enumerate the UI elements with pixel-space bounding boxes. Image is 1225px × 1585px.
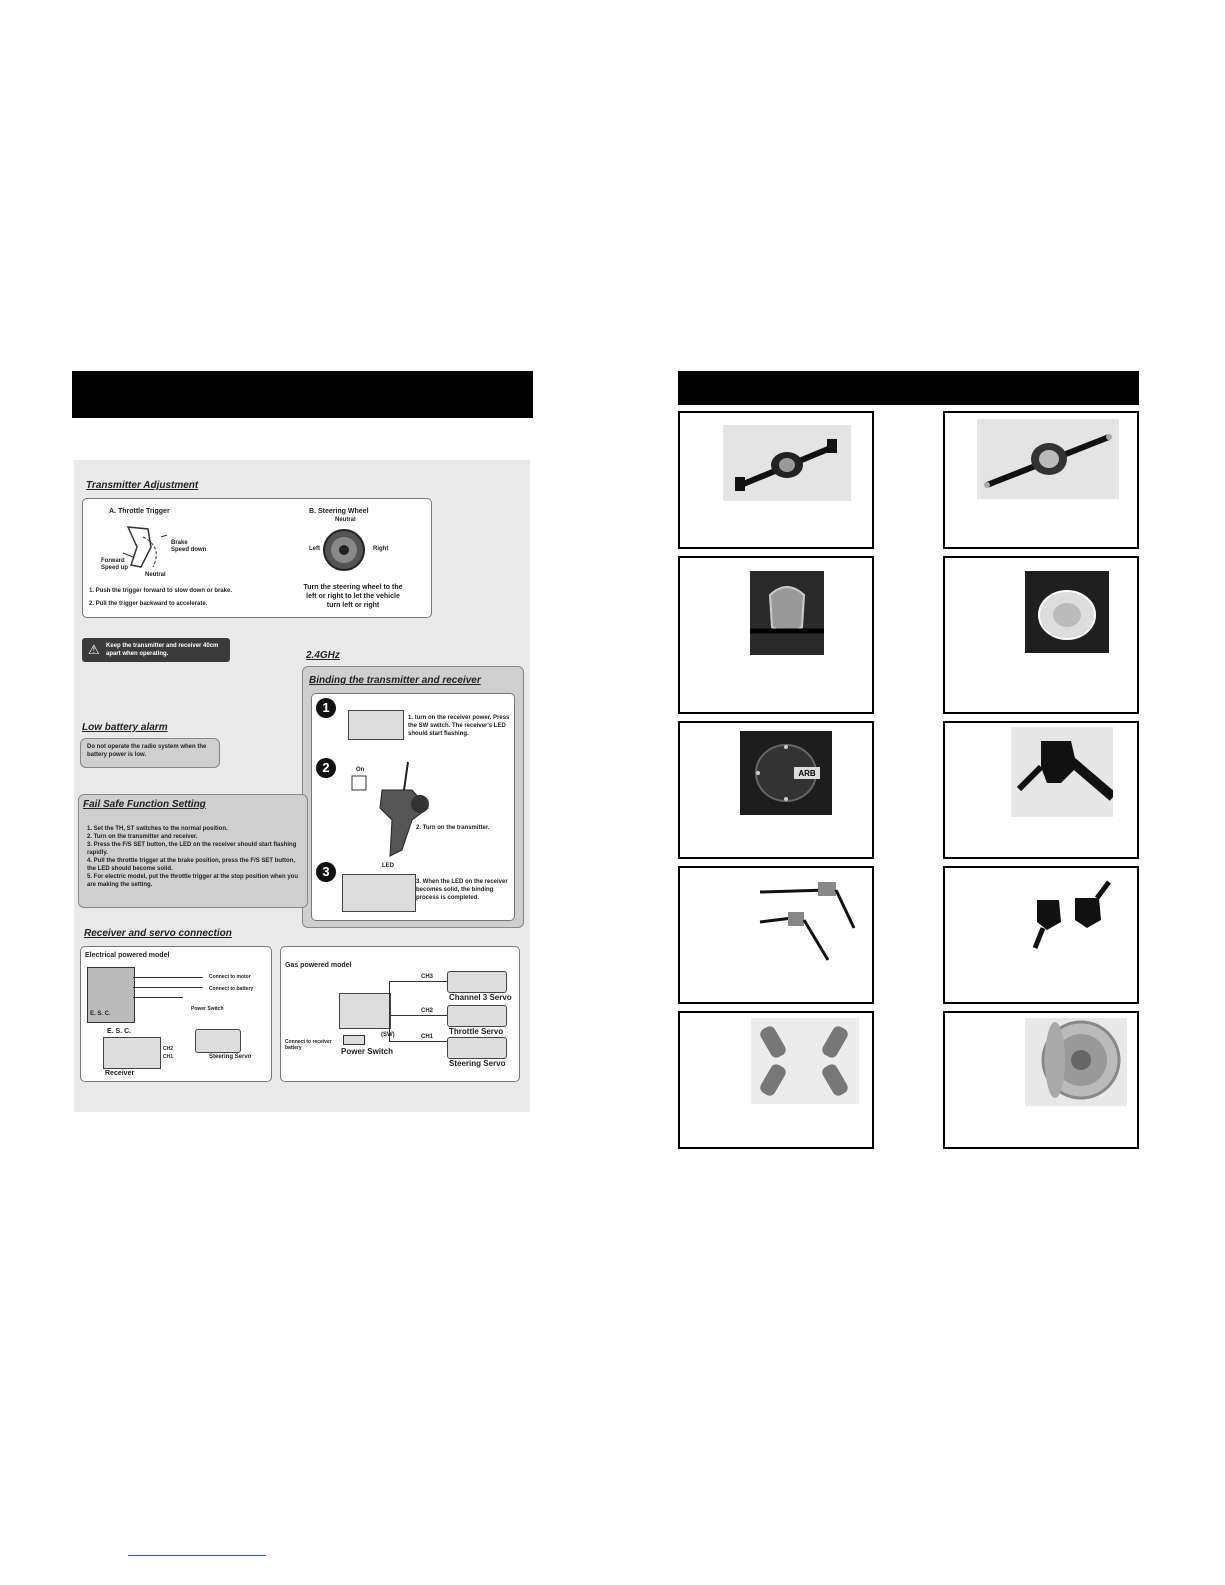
electric-model-box xyxy=(80,946,272,1082)
knuckle-photo xyxy=(1029,878,1113,954)
steering-neutral-label: Neutral xyxy=(335,517,356,523)
gas-power-switch-label: Power Switch xyxy=(341,1047,394,1056)
electric-ch2-label: CH2 xyxy=(163,1046,174,1052)
binding-heading: Binding the transmitter and receiver xyxy=(309,675,481,686)
esc-label: E. S. C. xyxy=(107,1028,132,1035)
gas-ch2-label: CH2 xyxy=(421,1008,434,1014)
part-card-beadlock-wheel xyxy=(943,1011,1139,1149)
part-card-diff-cover-carbon xyxy=(678,556,874,714)
gas-steering-servo-label: Steering Servo xyxy=(449,1059,506,1068)
part-card-diff-cover-chrome xyxy=(943,556,1139,714)
esc-wire xyxy=(133,977,203,978)
wheel-photo xyxy=(1025,1018,1127,1106)
steering-wheel-illustration xyxy=(319,525,369,575)
steering-servo-unit xyxy=(195,1029,241,1053)
steering-right-label: Right xyxy=(373,546,389,552)
esc-unit xyxy=(87,967,135,1023)
esc-small-label: E. S. C. xyxy=(90,1011,111,1017)
throttle-speed-up-label: Speed up xyxy=(101,565,129,571)
throttle-forward-label: Forward xyxy=(101,558,125,564)
radio-manual-panel xyxy=(74,460,530,1112)
connect-battery-label: Connect to battery xyxy=(209,986,254,992)
failsafe-item: 2. Turn on the transmitter and receiver. xyxy=(87,834,198,840)
step-1-number: 1 xyxy=(316,698,336,718)
transmitter-adjustment-heading: Transmitter Adjustment xyxy=(86,480,199,491)
knuckle-photo xyxy=(1011,727,1113,817)
receiver-label: Receiver xyxy=(105,1070,135,1077)
failsafe-heading: Fail Safe Function Setting xyxy=(83,799,206,810)
gas-wire xyxy=(389,1015,447,1016)
electric-ch1-label: CH1 xyxy=(163,1054,174,1060)
receiver-unit xyxy=(103,1037,161,1069)
steering-servo-unit xyxy=(447,1037,507,1059)
step-1-receiver-image xyxy=(348,710,404,740)
steering-left-label: Left xyxy=(309,546,320,552)
right-title-bar xyxy=(678,371,1139,405)
gas-model-box xyxy=(280,946,520,1082)
part-card-steering-knuckle xyxy=(943,721,1139,859)
channel-3-servo-label: Channel 3 Servo xyxy=(449,993,512,1002)
transmitter-adjustment-box xyxy=(82,498,432,618)
part-card-arb-diff-cover xyxy=(678,721,874,859)
gas-model-title: Gas powered model xyxy=(285,962,352,969)
step-2-text: 2. Turn on the transmitter. xyxy=(416,825,490,831)
part-card-drive-shafts xyxy=(678,866,874,1004)
footer-link-underline[interactable] xyxy=(128,1555,266,1556)
esc-wire xyxy=(133,997,183,998)
diff-cover-photo xyxy=(740,731,832,815)
throttle-step-2: 2. Pull the trigger backward to accelerate. xyxy=(89,601,208,607)
step-3-text: 3. When the LED on the receiver becomes solid, the binding process is completed. xyxy=(416,879,508,901)
band-label: 2.4GHz xyxy=(306,650,340,661)
step-1-text: 1. turn on the receiver power. Press the SW switch. The receiver's LED should start flashing. xyxy=(408,715,510,737)
electric-steering-servo-label: Steering Servo xyxy=(209,1054,252,1060)
step-3-led-label: LED xyxy=(382,863,394,869)
warning-box xyxy=(82,638,230,662)
throttle-neutral-label: Neutral xyxy=(145,572,166,578)
gas-sw-label: (SW) xyxy=(381,1032,395,1038)
failsafe-region xyxy=(78,794,308,908)
steering-instruction: Turn the steering wheel to the left or right to let the vehicle turn left or right xyxy=(303,584,403,609)
step-3-number: 3 xyxy=(316,862,336,882)
step-2-number: 2 xyxy=(316,758,336,778)
failsafe-item: 1. Set the TH, ST switches to the normal position. xyxy=(87,826,228,832)
step-2-on-label: On xyxy=(356,767,365,773)
connect-motor-label: Connect to motor xyxy=(209,974,251,980)
power-switch-unit xyxy=(343,1035,365,1045)
gas-wire xyxy=(389,1041,447,1042)
transmitter-illustration xyxy=(342,760,452,870)
part-card-rubber-boots xyxy=(678,1011,874,1149)
part-card-front-axle xyxy=(678,411,874,549)
left-title-bar xyxy=(72,371,533,418)
channel-3-servo-unit xyxy=(447,971,507,993)
warning-text: Keep the transmitter and receiver 40cm apart when operating. xyxy=(106,643,219,657)
throttle-servo-label: Throttle Servo xyxy=(449,1027,504,1036)
binding-steps-box xyxy=(311,693,515,921)
axle-photo xyxy=(977,419,1119,499)
binding-region xyxy=(302,666,524,928)
throttle-step-1: 1. Push the trigger forward to slow down or brake. xyxy=(89,588,233,594)
axle-photo xyxy=(723,425,851,501)
shaft-photo xyxy=(758,872,860,964)
arb-badge-text: ARB xyxy=(798,769,816,778)
receiver-servo-heading: Receiver and servo connection xyxy=(84,928,232,939)
gas-receiver-unit xyxy=(339,993,391,1029)
steering-wheel-title: B. Steering Wheel xyxy=(309,508,369,515)
diff-cover-photo xyxy=(750,571,824,655)
throttle-speed-down-label: Speed down xyxy=(171,547,207,553)
part-card-rear-axle xyxy=(943,411,1139,549)
throttle-brake-label: Brake xyxy=(171,540,188,546)
boot-photo xyxy=(751,1018,859,1104)
esc-wire xyxy=(133,987,203,988)
low-battery-box xyxy=(80,738,220,768)
power-switch-label: Power Switch xyxy=(191,1006,224,1012)
diff-cover-photo xyxy=(1025,571,1109,653)
failsafe-item: 4. Pull the throttle trigger at the brake position, press the F/S SET button, the LED should become solid. xyxy=(87,858,296,872)
gas-ch1-label: CH1 xyxy=(421,1034,434,1040)
receiver-battery-label: Connect to receiver battery xyxy=(285,1039,332,1051)
throttle-trigger-title: A. Throttle Trigger xyxy=(109,508,170,515)
electric-model-title: Electrical powered model xyxy=(85,952,170,959)
low-battery-text: Do not operate the radio system when the battery power is low. xyxy=(87,744,207,758)
throttle-servo-unit xyxy=(447,1005,507,1027)
failsafe-list xyxy=(87,825,303,889)
gas-ch3-label: CH3 xyxy=(421,974,434,980)
part-card-knuckle-pair xyxy=(943,866,1139,1004)
failsafe-item: 3. Press the F/S SET button, the LED on the receiver should start flashing rapidly. xyxy=(87,842,297,856)
step-3-receiver-image xyxy=(342,874,416,912)
low-battery-heading: Low battery alarm xyxy=(82,722,168,733)
failsafe-item: 5. For electric model, put the throttle trigger at the stop position when you are making the setting. xyxy=(87,874,299,888)
gas-wire xyxy=(389,981,447,982)
warning-triangle-icon: ⚠ xyxy=(88,642,100,657)
